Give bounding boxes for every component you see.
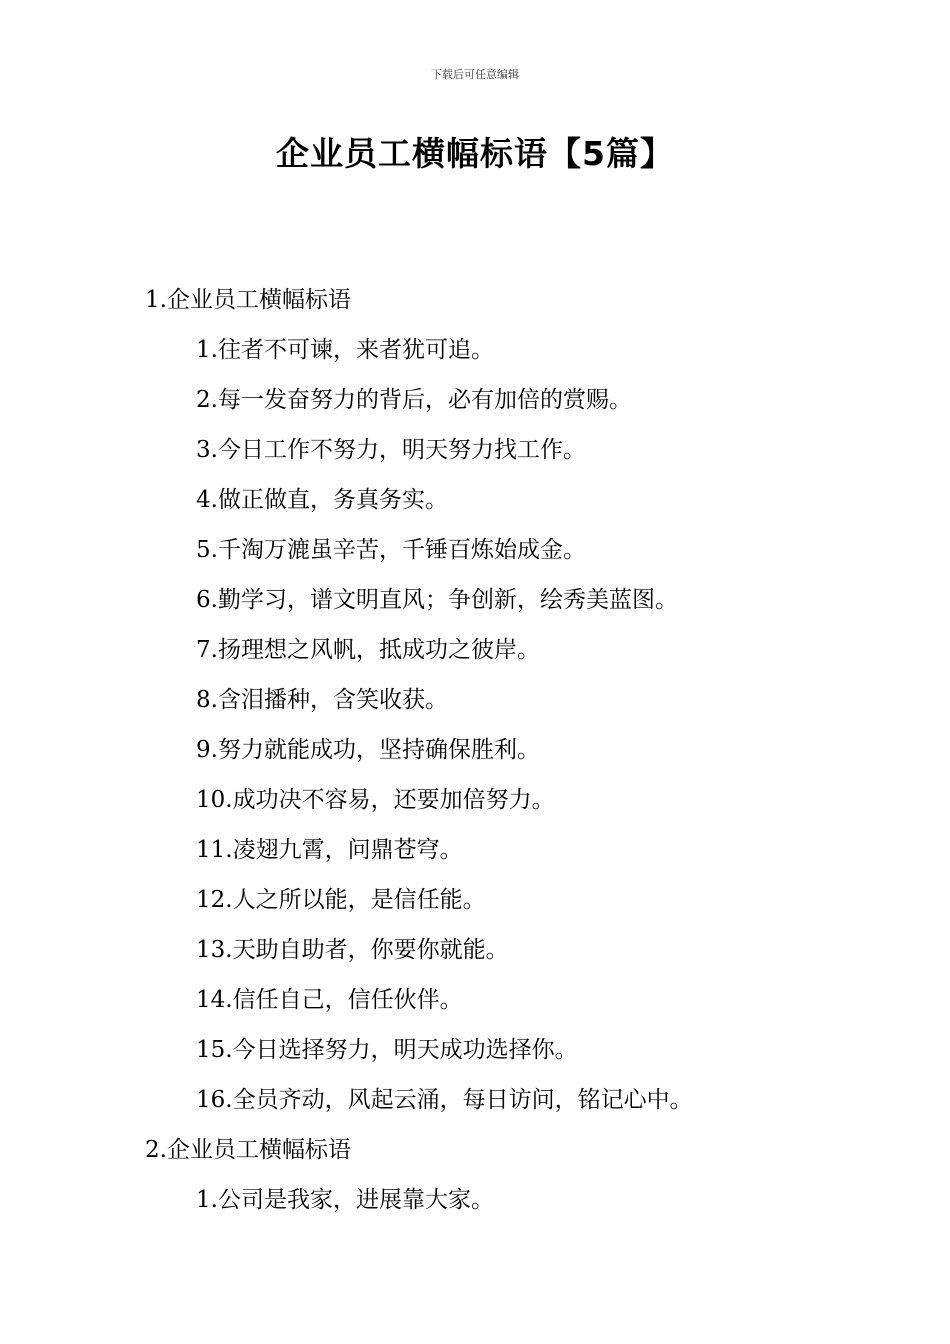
- list-item: 5.千淘万漉虽辛苦，千锤百炼始成金。: [196, 537, 586, 563]
- list-item: 6.勤学习，谱文明直风；争创新，绘秀美蓝图。: [196, 587, 678, 613]
- list-item: 3.今日工作不努力，明天努力找工作。: [196, 437, 586, 463]
- list-item: 8.含泪播种，含笑收获。: [196, 687, 448, 713]
- list-item: 1.往者不可谏，来者犹可追。: [196, 337, 494, 363]
- list-item: 10.成功决不容易，还要加倍努力。: [196, 787, 555, 813]
- page-header-note: 下载后可任意编辑: [431, 68, 519, 81]
- list-item: 13.天助自助者，你要你就能。: [196, 937, 509, 963]
- section: [0, 1132, 950, 1232]
- list-item: 7.扬理想之风帆，抵成功之彼岸。: [196, 637, 540, 663]
- list-item: 4.做正做直，务真务实。: [196, 487, 448, 513]
- list-item: 2.每一发奋努力的背后，必有加倍的赏赐。: [196, 387, 632, 413]
- section-heading: 2.企业员工横幅标语: [145, 1137, 351, 1163]
- list-item: 14.信任自己，信任伙伴。: [196, 987, 463, 1013]
- section-heading: 1.企业员工横幅标语: [145, 287, 351, 313]
- list-item: 15.今日选择努力，明天成功选择你。: [196, 1037, 578, 1063]
- list-item: 16.全员齐动，风起云涌，每日访问，铭记心中。: [196, 1087, 693, 1113]
- list-item: 1.公司是我家，进展靠大家。: [196, 1187, 494, 1213]
- list-item: 12.人之所以能，是信任能。: [196, 887, 486, 913]
- section: [0, 282, 950, 1132]
- list-item: 11.凌翅九霄，问鼎苍穹。: [196, 837, 463, 863]
- document-title: 企业员工横幅标语【5篇】: [276, 134, 674, 173]
- document-body: [0, 282, 950, 1232]
- list-item: 9.努力就能成功，坚持确保胜利。: [196, 737, 540, 763]
